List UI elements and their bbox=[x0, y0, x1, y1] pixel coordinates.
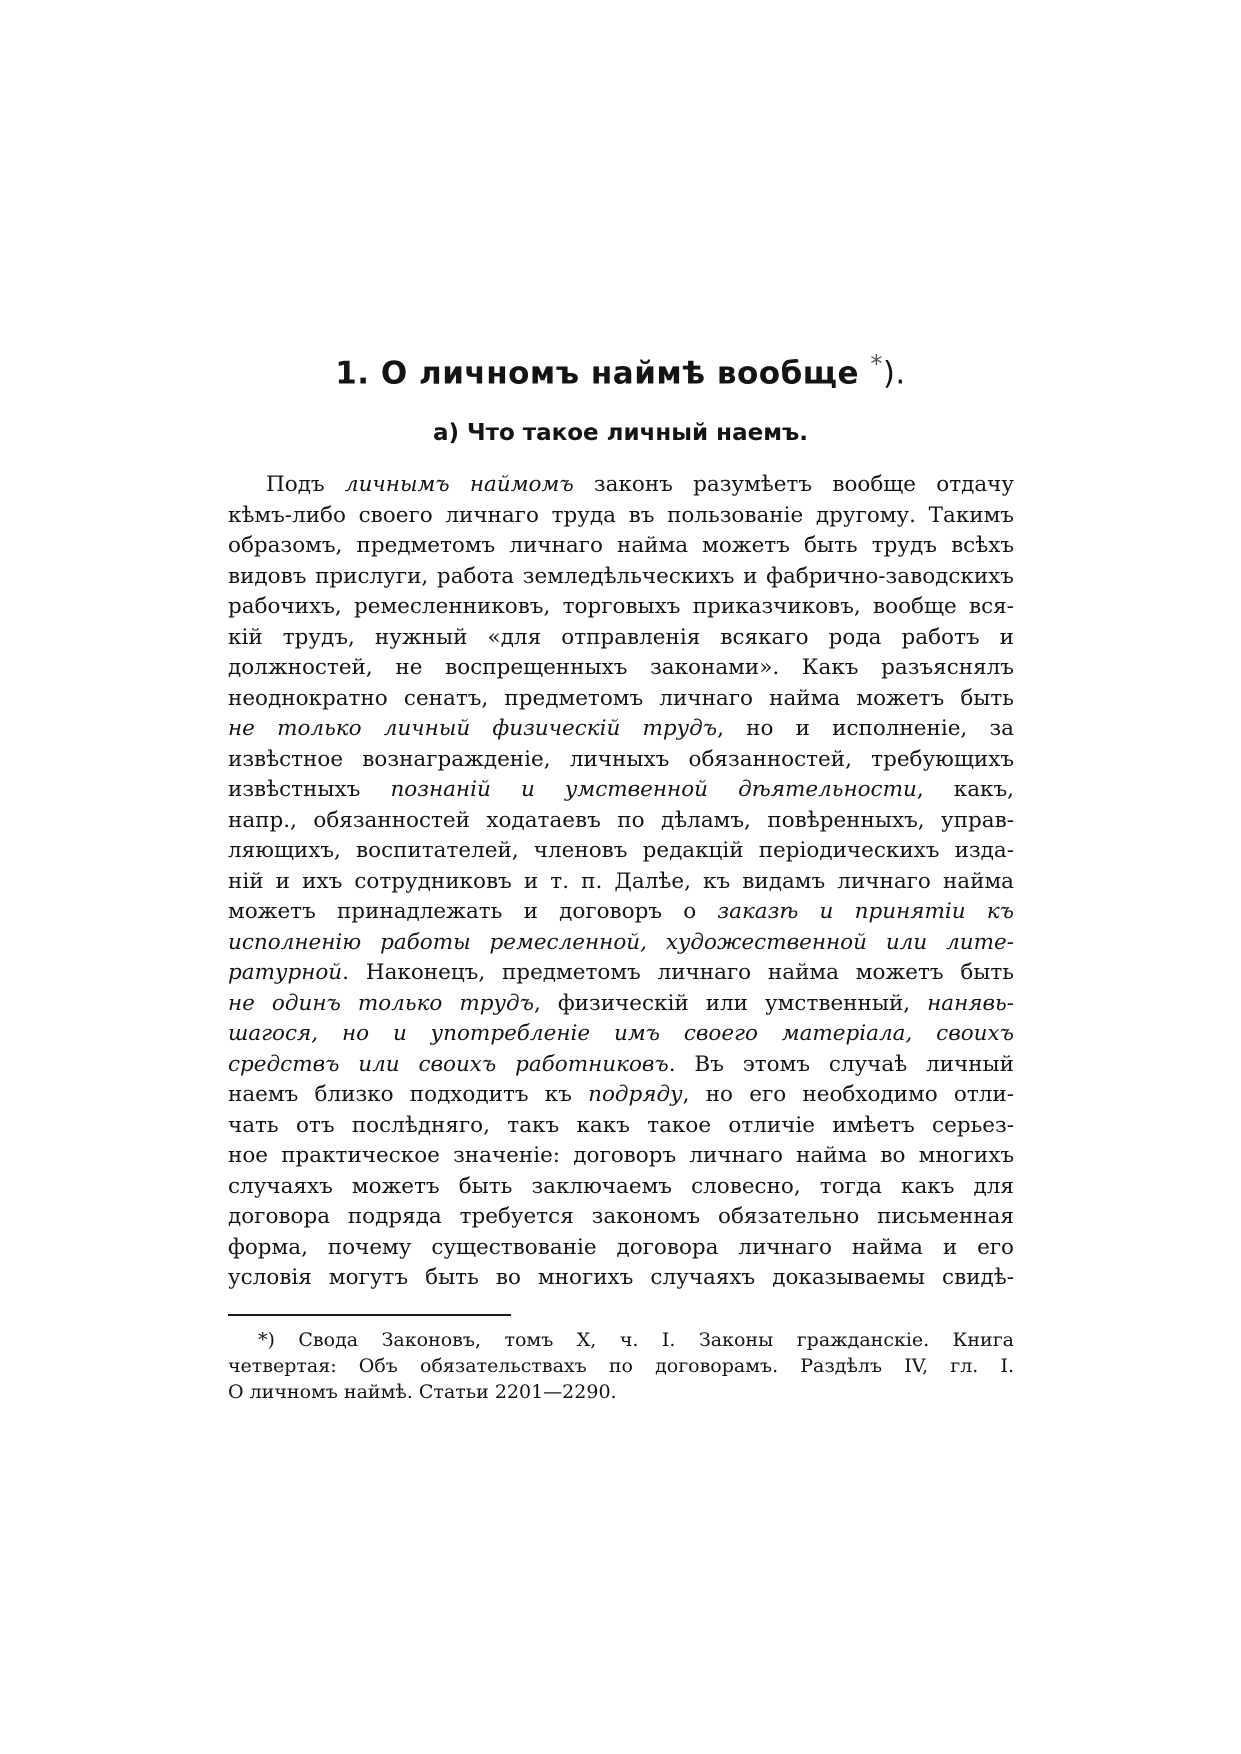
text-run: , но его необходимо отли- bbox=[682, 1082, 1014, 1107]
text-run: кѣмъ-либо своего личнаго труда въ пользованіе другому. Такимъ bbox=[228, 502, 1014, 528]
italic-text: не одинъ только трудъ bbox=[228, 990, 534, 1016]
text-run: . Въ этомъ случаѣ личный bbox=[668, 1051, 1014, 1077]
text-run: Подъ bbox=[266, 472, 345, 497]
body-line bbox=[228, 623, 1014, 654]
italic-text: средствъ или своихъ работниковъ bbox=[228, 1051, 669, 1077]
body-line bbox=[228, 1263, 1014, 1294]
body-line bbox=[228, 806, 1014, 837]
text-run: ній и ихъ сотрудниковъ и т. п. Далѣе, къ видамъ личнаго найма bbox=[228, 868, 1014, 894]
body-line bbox=[228, 836, 1014, 867]
text-run: кій трудъ, нужный «для отправленія всякаго рода работъ и bbox=[228, 624, 1014, 650]
body-line bbox=[228, 653, 1014, 684]
footnote-line: четвертая: Объ обязательствахъ по договорамъ. Раздѣлъ IV, гл. I. bbox=[228, 1355, 1014, 1377]
text-run: наемъ близко подходитъ къ bbox=[228, 1082, 589, 1107]
text-run: неоднократно сенатъ, предметомъ личнаго найма можетъ быть bbox=[228, 685, 1014, 711]
body-line bbox=[228, 1233, 1014, 1264]
text-run: образомъ, предметомъ личнаго найма можетъ быть трудъ всѣхъ bbox=[228, 533, 1014, 558]
text-run: должностей, не воспрещенныхъ законами». Какъ разъяснялъ bbox=[228, 655, 1014, 680]
text-run: условія могутъ быть во многихъ случаяхъ доказываемы свидѣ- bbox=[228, 1265, 1014, 1290]
footnote bbox=[228, 1327, 1014, 1405]
body-line bbox=[228, 1050, 1014, 1081]
body-line bbox=[228, 1111, 1014, 1142]
body-line bbox=[228, 897, 1014, 928]
text-run: извѣстныхъ bbox=[228, 777, 391, 802]
text-run: , какъ, bbox=[916, 777, 1015, 802]
text-run: извѣстное вознагражденіе, личныхъ обязанностей, требующихъ bbox=[228, 746, 1014, 772]
italic-text: нанявь- bbox=[927, 990, 1015, 1016]
body-line bbox=[228, 714, 1014, 745]
text-run: напр., обязанностей ходатаевъ по дѣламъ, повѣренныхъ, управ- bbox=[228, 807, 1014, 833]
italic-text: заказѣ и принятіи къ bbox=[717, 899, 1014, 924]
text-run: можетъ принадлежать и договоръ о bbox=[228, 899, 718, 924]
italic-text: не только личный физическій трудъ bbox=[228, 716, 718, 741]
text-run: видовъ прислуги, работа земледѣльческихъ и фабрично-заводскихъ bbox=[228, 563, 1014, 589]
body-line bbox=[228, 592, 1014, 623]
body-line bbox=[228, 1019, 1014, 1050]
footnote-line: *) Свода Законовъ, томъ X, ч. I. Законы гражданскіе. Книга bbox=[258, 1329, 1014, 1351]
italic-text: ратурной bbox=[228, 960, 343, 985]
footnote-line: О личномъ наймѣ. Статьи 2201—2290. bbox=[228, 1381, 617, 1403]
body-line bbox=[228, 531, 1014, 562]
body-line bbox=[228, 1202, 1014, 1233]
body-line bbox=[228, 775, 1014, 806]
italic-text: личнымъ наймомъ bbox=[344, 472, 574, 497]
body-line bbox=[228, 684, 1014, 715]
chapter-title-closing: ). bbox=[882, 355, 906, 392]
chapter-title bbox=[0, 350, 1241, 391]
text-run: договора подряда требуется закономъ обязательно письменная bbox=[228, 1204, 1014, 1229]
footnote-marker: * bbox=[870, 350, 883, 378]
italic-text: шагося, но и употребленіе имъ своего матеріала, своихъ bbox=[228, 1021, 1014, 1046]
body-line bbox=[228, 501, 1014, 532]
body-line bbox=[228, 928, 1014, 959]
body-line bbox=[228, 1080, 1014, 1111]
text-run: , физическій или умственный, bbox=[533, 990, 928, 1016]
text-run: ное практическое значеніе: договоръ личнаго найма во многихъ bbox=[228, 1143, 1014, 1168]
italic-text: исполненію работы ремесленной, художественной или лите- bbox=[228, 929, 1014, 955]
text-run: чать отъ послѣдняго, такъ какъ такое отличіе имѣетъ серьез- bbox=[228, 1112, 1014, 1138]
body-paragraph bbox=[228, 470, 1014, 1294]
body-line bbox=[228, 470, 1014, 501]
text-run: законъ разумѣетъ вообще отдачу bbox=[573, 472, 1015, 497]
body-line bbox=[228, 745, 1014, 776]
text-run: ляющихъ, воспитателей, членовъ редакцій періодическихъ изда- bbox=[228, 838, 1014, 863]
italic-text: подряду bbox=[588, 1082, 683, 1107]
body-line bbox=[228, 562, 1014, 593]
body-line bbox=[228, 958, 1014, 989]
section-title: а) Что такое личный наемъ. bbox=[432, 420, 809, 446]
text-run: . Наконецъ, предметомъ личнаго найма можетъ быть bbox=[342, 960, 1014, 985]
body-line bbox=[228, 1172, 1014, 1203]
text-run: случаяхъ можетъ быть заключаемъ словесно, тогда какъ для bbox=[228, 1173, 1014, 1199]
body-line bbox=[228, 1141, 1014, 1172]
body-line bbox=[228, 989, 1014, 1020]
footnote-divider bbox=[228, 1314, 511, 1316]
body-line bbox=[228, 867, 1014, 898]
italic-text: познаній и умственной дѣятельности bbox=[390, 777, 917, 802]
text-run: , но и исполненіе, за bbox=[717, 716, 1014, 741]
text-run: форма, почему существованіе договора личнаго найма и его bbox=[228, 1234, 1014, 1260]
text-run: рабочихъ, ремесленниковъ, торговыхъ приказчиковъ, вообще вся- bbox=[228, 594, 1014, 619]
chapter-title-text: 1. О личномъ наймѣ вообще bbox=[335, 355, 860, 392]
